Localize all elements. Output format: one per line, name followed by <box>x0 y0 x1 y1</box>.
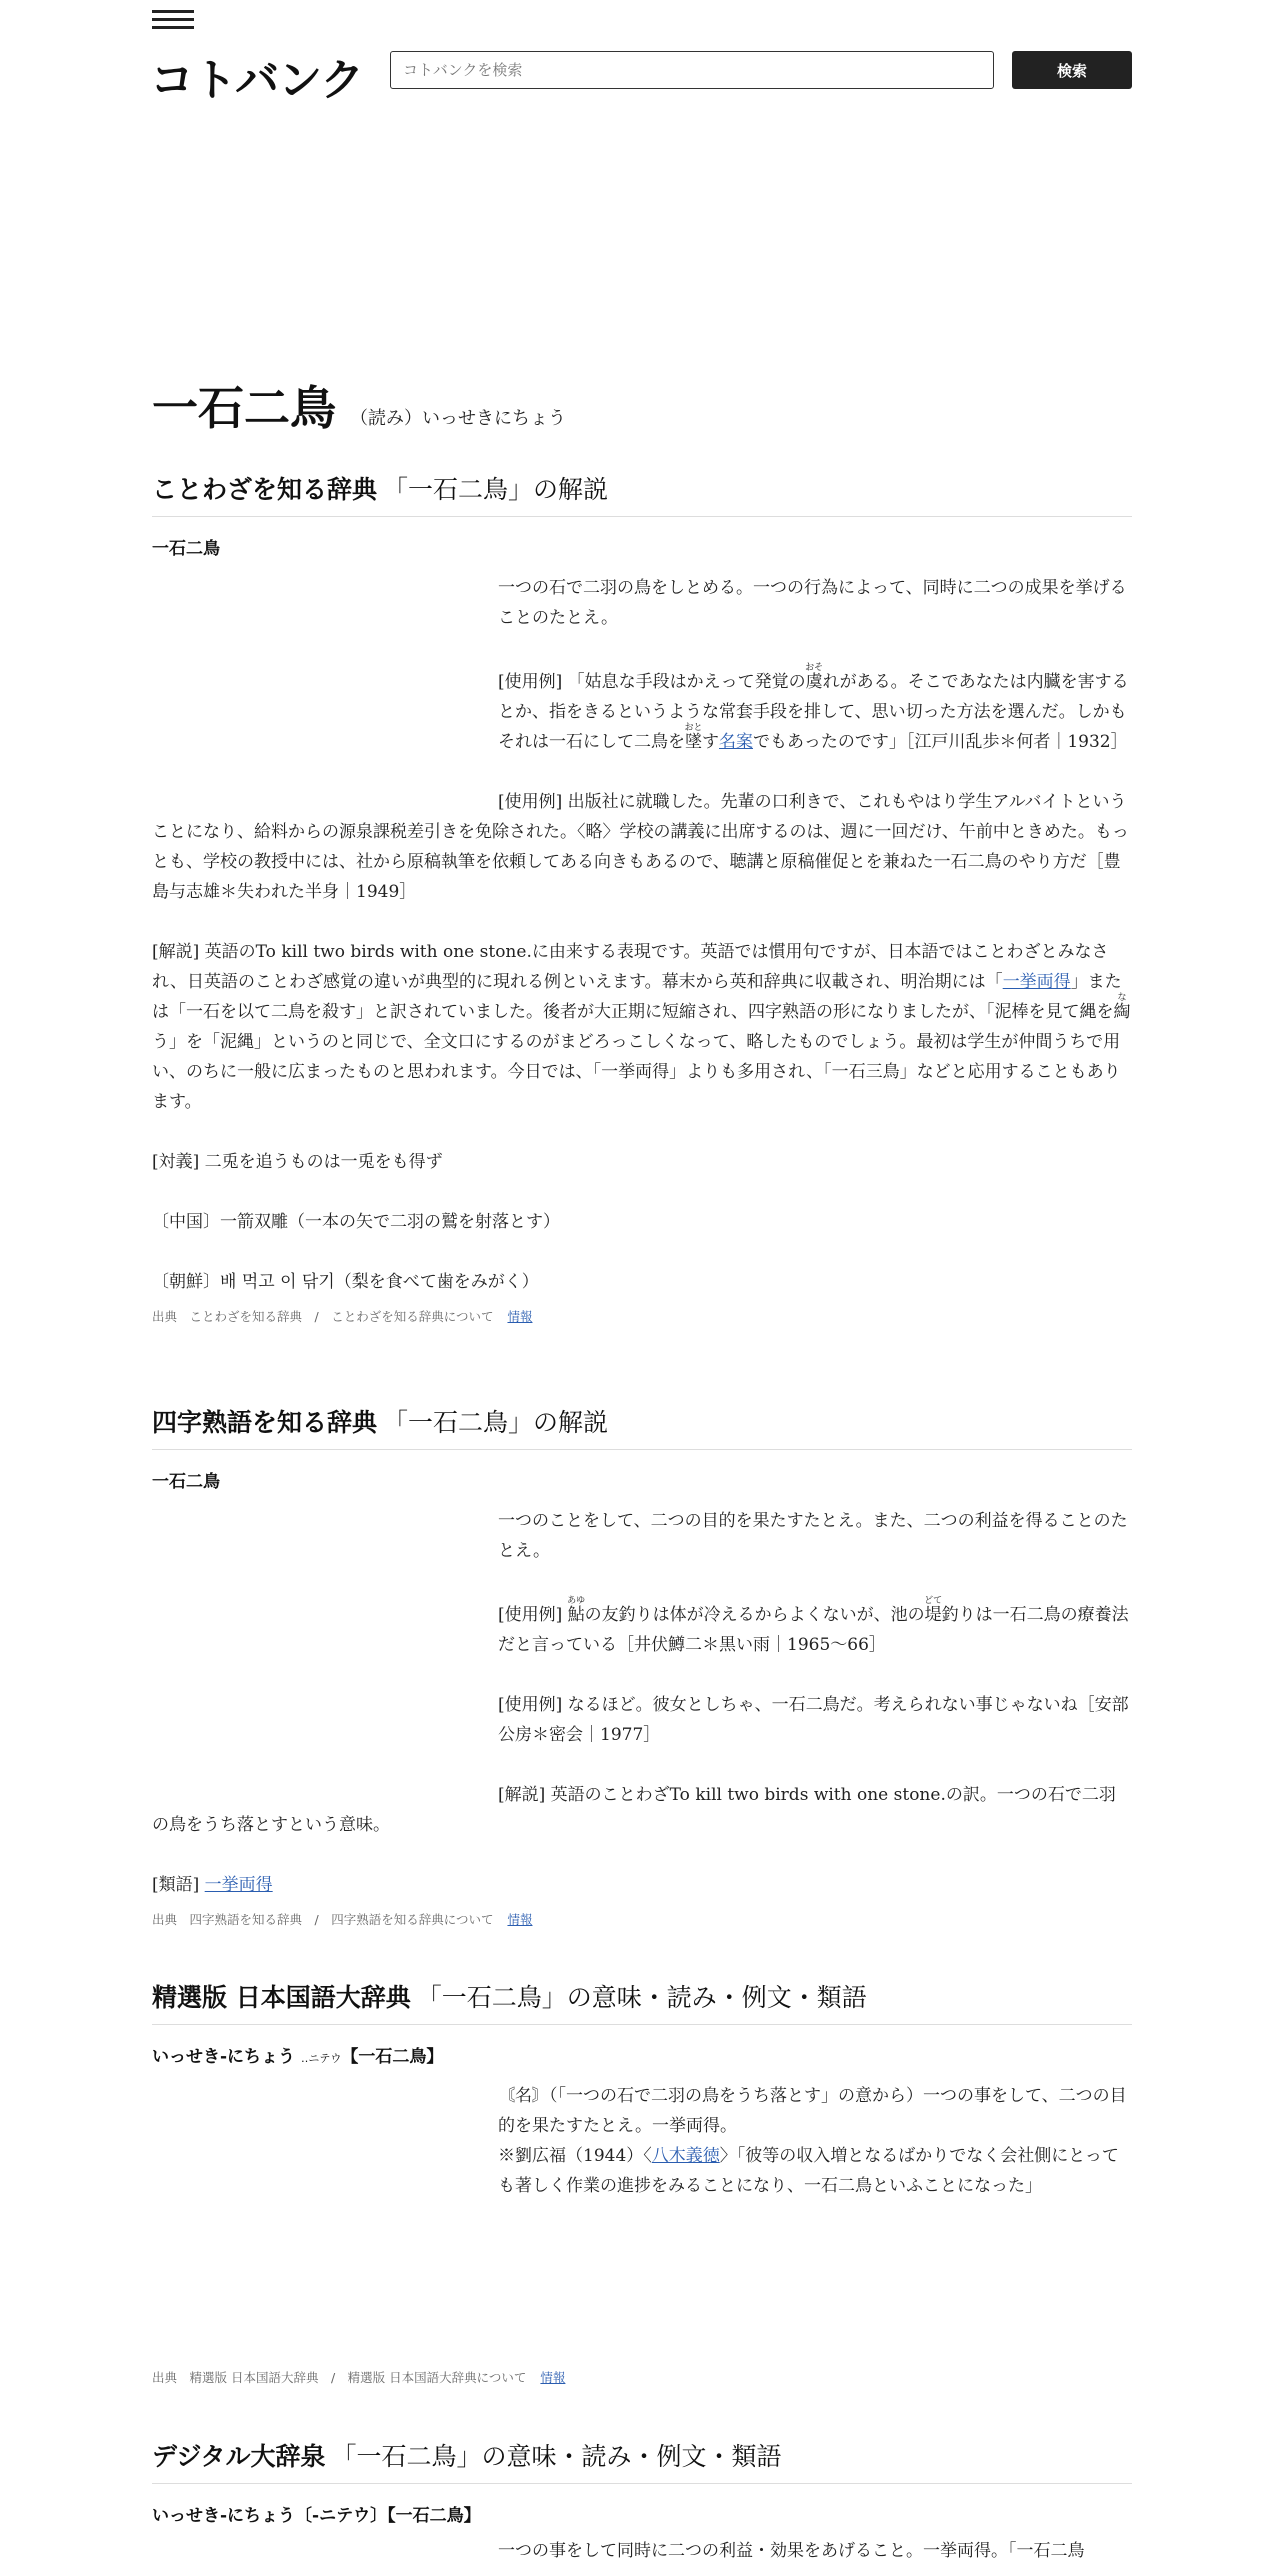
entry-heading: 一石二鳥 <box>152 1472 220 1492</box>
site-logo[interactable]: コトバンク <box>150 55 364 106</box>
citation-text: ※劉広福（1944）〈八木義徳〉「彼等の収入増となるばかりでなく会社側にとっても著しく作業の進捗をみることになり、一石二鳥といふことになった」 <box>498 2146 1119 2196</box>
usage-example-2: [使用例] なるほど。彼女としちゃ、一石二鳥だ。考えられない事じゃないね［安部公房＊密会｜1977］ <box>498 1695 1129 1745</box>
link-ikkyoryoutoku[interactable]: 一挙両得 <box>204 1875 273 1895</box>
section-yojijukugo <box>152 1403 1132 1928</box>
entry-heading: 一石二鳥 <box>152 539 220 559</box>
commentary-text: [解説] 英語のことわざTo kill two birds with one stone.の訳。一つの石で二羽の鳥をうち落とすという意味。 <box>152 1785 1116 1835</box>
definition-text: 一つの石で二羽の鳥をしとめる。一つの行為によって、同時に二つの成果を挙げることのたとえ。 <box>498 578 1127 628</box>
link-meian[interactable]: 名案 <box>719 732 753 752</box>
entry-heading: いっせき‐にちょう ‥ニテウ【一石二鳥】 <box>152 2047 444 2067</box>
page-reading: （読み）いっせきにちょう <box>350 408 566 429</box>
usage-example: [使用例] 「姑息な手段はかえって発覚の虞おそれがある。そこであなたは内臓を害するとか、指をきるというような常套手段を排して、思い切った方法を選んだ。しかもそれは一石にして二鳥を墜おとす名案でもあったのです」［江戸川乱歩＊何者｜1932］ <box>498 663 1129 752</box>
korean-equivalent: 〔朝鮮〕배 먹고 이 닦기（梨を食べて歯をみがく） <box>152 1272 539 1292</box>
page-title: 一石二鳥 <box>152 381 336 435</box>
definition-text: 〘名〙（「一つの石で二羽の鳥をうち落とす」の意から）一つの事をして、二つの目的を果たすたとえ。一挙両得。 <box>498 2086 1127 2136</box>
section-heading: デジタル大辞泉 「一石二鳥」の意味・読み・例文・類語 <box>152 2437 1132 2484</box>
source-line: 出典 ことわざを知る辞典 / ことわざを知る辞典について 情報 <box>152 1309 533 1324</box>
section-daijisen <box>152 2437 1132 2566</box>
chinese-equivalent: 〔中国〕一箭双雕（一本の矢で二羽の鷲を射落とす） <box>152 1212 560 1232</box>
search-input[interactable] <box>390 51 994 89</box>
definition-text: 一つのことをして、二つの目的を果たすたとえ。また、二つの利益を得ることのたとえ。 <box>498 1511 1128 1561</box>
entry-heading: いっせき‐にちょう〔‐ニテウ〕【一石二鳥】 <box>152 2506 481 2526</box>
search-button[interactable]: 検索 <box>1012 51 1132 89</box>
menu-icon[interactable] <box>152 10 194 32</box>
usage-example: [使用例] 鮎あゆの友釣りは体が冷えるからよくないが、池の堤どて釣りは一石二鳥の療養法だと言っている［井伏鱒二＊黒い雨｜1965～66］ <box>498 1596 1129 1655</box>
synonym-text: [類語] 一挙両得 <box>152 1875 273 1895</box>
source-line: 出典 四字熟語を知る辞典 / 四字熟語を知る辞典について 情報 <box>152 1912 533 1927</box>
info-link[interactable]: 情報 <box>507 1309 533 1324</box>
info-link[interactable]: 情報 <box>540 2370 566 2385</box>
commentary-text: [解説] 英語のTo kill two birds with one stone.に由来する表現です。英語では慣用句ですが、日本語ではことわざとみなされ、日英語のことわざ感覚の違いが典型的に現れる例といえます。幕末から英和辞典に収載され、明治期には「一挙両得」または「一石を以て二鳥を殺す」と訳されていました。後者が大正期に短縮され、四字熟語の形になりましたが、「泥棒を見て縄を綯なう」を「泥縄」というのと同じで、全文口にするのがまどろっこしくなって、略したものでしょう。最初は学生が仲間うちで用い、のちに一般に広まったものと思われます。今日では、「一挙両得」よりも多用され、「一石三鳥」などと応用することもあります。 <box>152 942 1131 1112</box>
definition-text: 一つの事をして同時に二つの利益・効果をあげること。一挙両得。「一石二鳥 <box>498 2541 1085 2561</box>
section-kotowaza <box>152 470 1132 1325</box>
link-ikkyoryoutoku[interactable]: 一挙両得 <box>1002 972 1071 992</box>
section-nikkoku <box>152 1978 1132 2201</box>
usage-example-2: [使用例] 出版社に就職した。先輩の口利きで、これもやはり学生アルバイトということになり、給料からの源泉課税差引きを免除された。〈略〉学校の講義に出席するのは、週に一回だけ、午前中ときめた。もっとも、学校の教授中には、社から原稿執筆を依頼してある向きもあるので、聴講と原稿催促とを兼ねた一石二鳥のやり方だ［豊島与志雄＊失われた半身｜1949］ <box>152 792 1129 902</box>
link-yagi-yoshinori[interactable]: 八木義徳 <box>651 2146 720 2166</box>
section-heading: ことわざを知る辞典 「一石二鳥」の解説 <box>152 470 1132 517</box>
antonym-text: [対義] 二兎を追うものは一兎をも得ず <box>152 1152 443 1172</box>
page-title-block <box>152 372 566 438</box>
info-link[interactable]: 情報 <box>507 1912 533 1927</box>
section-heading: 四字熟語を知る辞典 「一石二鳥」の解説 <box>152 1403 1132 1450</box>
source-line: 出典 精選版 日本国語大辞典 / 精選版 日本国語大辞典について 情報 <box>152 2370 566 2385</box>
section-heading: 精選版 日本国語大辞典 「一石二鳥」の意味・読み・例文・類語 <box>152 1978 1132 2025</box>
